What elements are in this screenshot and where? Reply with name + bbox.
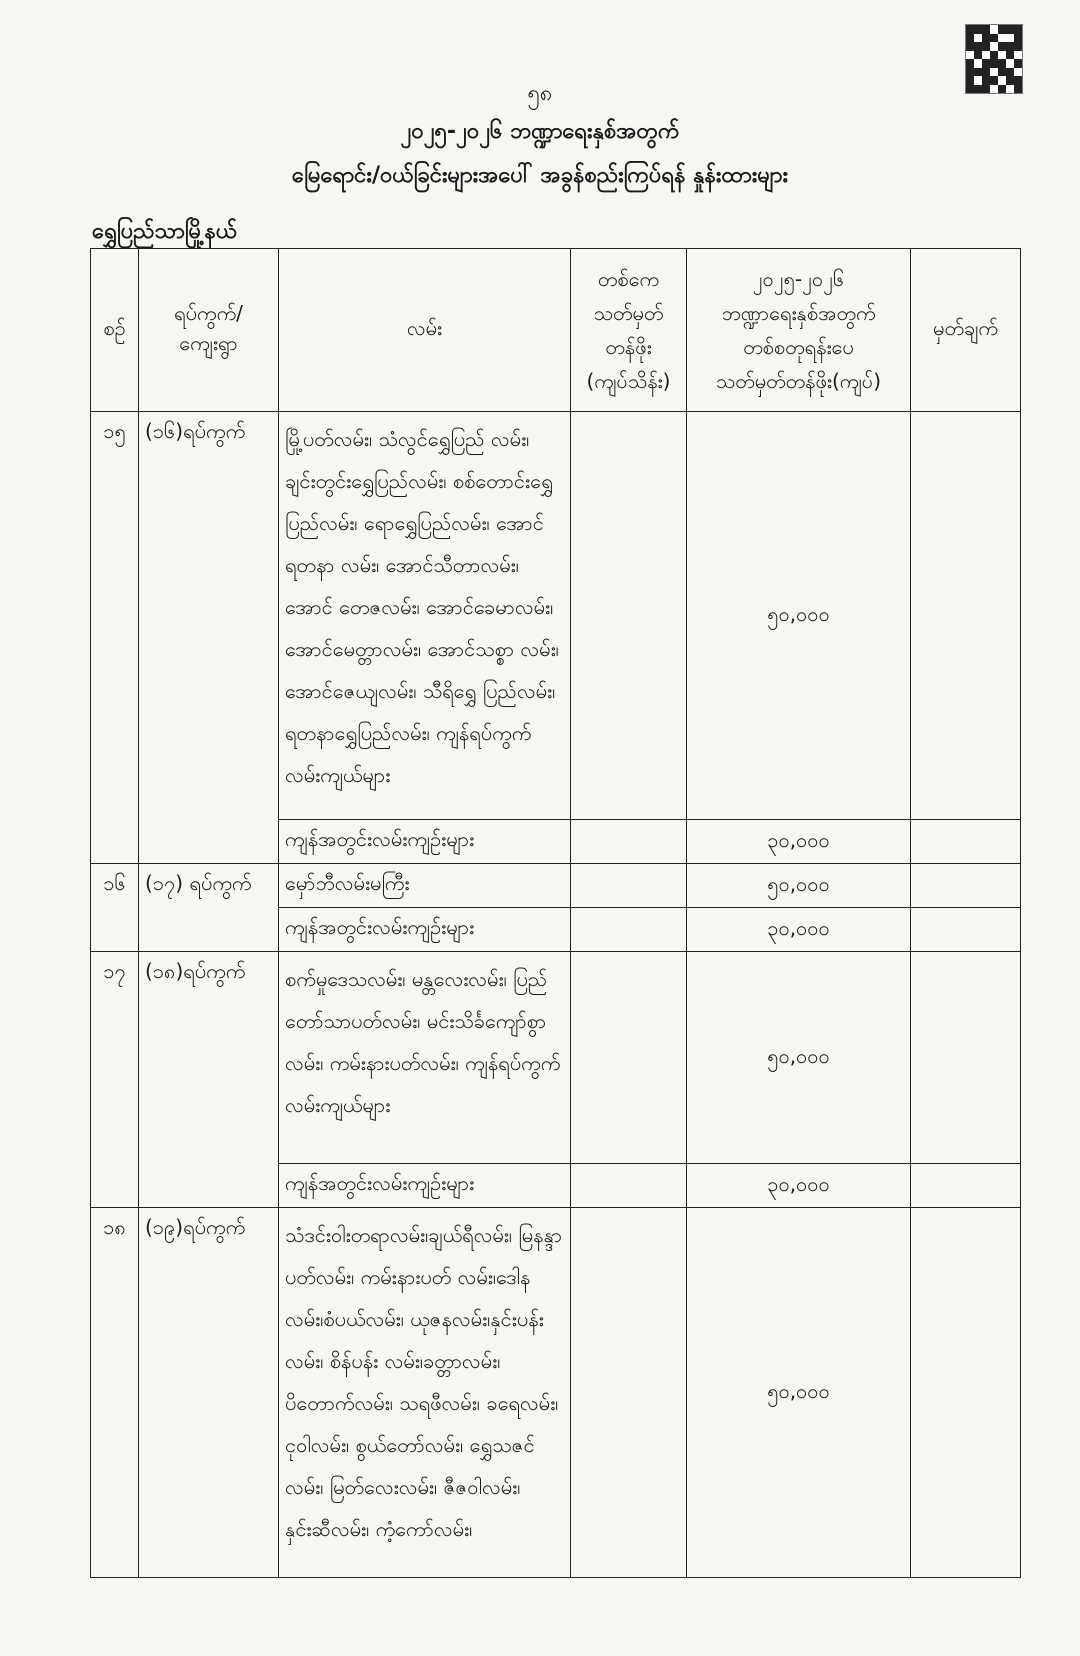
header-new-value-line: ဘဏ္ဍာရေးနှစ်အတွက် xyxy=(721,301,876,325)
row-inner-value: ၃၀,၀၀၀ xyxy=(687,1164,911,1208)
header-new-value xyxy=(687,249,911,412)
header-prev-value xyxy=(571,249,687,412)
row-main-streets: မြို့ပတ်လမ်း၊ သံလွင်ရွှေပြည် လမ်း၊ ချင်းတွင်းရွှေပြည်လမ်း၊ စစ်တောင်းရွှေပြည်လမ်း၊ ရောရွှေပြည်လမ်း၊ အောင်ရတနာ လမ်း၊ အောင်သီတာလမ်း၊ အောင် တေဇလမ်း၊ အောင်ခေမာလမ်း၊ အောင်မေတ္တာလမ်း၊ အောင်သစ္စာ လမ်း၊ အောင်ဇေယျလမ်း၊ သီရိရွှေ ပြည်လမ်း၊ရတနာရွှေပြည်လမ်း၊ ကျန်ရပ်ကွက်လမ်းကျယ်များ xyxy=(279,412,571,820)
header-new-value-line: သတ်မှတ်တန်ဖိုး(ကျပ်) xyxy=(715,369,882,393)
row-inner-streets: ကျန်အတွင်းလမ်းကျဉ်းများ xyxy=(279,1164,571,1208)
row-ward: (၁၆)ရပ်ကွက် xyxy=(139,412,279,864)
header-no: စဉ် xyxy=(91,249,139,412)
row-main-streets: မှော်ဘီလမ်းမကြီး xyxy=(279,864,571,908)
header-prev-value-line: တစ်ကေ xyxy=(597,267,660,291)
table-header-row xyxy=(91,249,1021,412)
row-no: ၁၆ xyxy=(91,864,139,952)
row-prev-value xyxy=(571,952,687,1164)
page-number: ၅၈ xyxy=(527,81,553,106)
row-remarks xyxy=(911,1164,1021,1208)
header-prev-value-line: တန်ဖိုး xyxy=(605,335,652,359)
title-line-1: ၂၀၂၅-၂၀၂၆ ဘဏ္ဍာရေးနှစ်အတွက် xyxy=(400,119,680,144)
row-main-value: ၅၀,၀၀၀ xyxy=(687,952,911,1164)
row-prev-value xyxy=(571,1208,687,1578)
row-no: ၁၅ xyxy=(91,412,139,864)
row-prev-value xyxy=(571,1164,687,1208)
header-prev-value-line: သတ်မှတ် xyxy=(593,301,664,325)
row-main-value: ၅၀,၀၀၀ xyxy=(687,1208,911,1578)
row-remarks xyxy=(911,908,1021,952)
table-row xyxy=(91,864,1021,908)
row-remarks xyxy=(911,1208,1021,1578)
row-inner-value: ၃၀,၀၀၀ xyxy=(687,820,911,864)
row-prev-value xyxy=(571,908,687,952)
header-street: လမ်း xyxy=(279,249,571,412)
row-ward: (၁၇) ရပ်ကွက် xyxy=(139,864,279,952)
row-inner-value: ၃၀,၀၀၀ xyxy=(687,908,911,952)
header-remarks: မှတ်ချက် xyxy=(911,249,1021,412)
table-row xyxy=(91,1208,1021,1578)
row-prev-value xyxy=(571,864,687,908)
header-new-value-line: တစ်စတုရန်းပေ xyxy=(743,335,854,359)
row-prev-value xyxy=(571,820,687,864)
land-rate-table xyxy=(90,248,1021,1578)
row-no: ၁၈ xyxy=(91,1208,139,1578)
row-ward: (၁၉)ရပ်ကွက် xyxy=(139,1208,279,1578)
row-remarks xyxy=(911,952,1021,1164)
header-ward: ရပ်ကွက်/ ကျေးရွာ xyxy=(139,249,279,412)
header-prev-value-line: (ကျပ်သိန်း) xyxy=(586,369,671,393)
row-inner-streets: ကျန်အတွင်းလမ်းကျဉ်းများ xyxy=(279,820,571,864)
row-main-value: ၅၀,၀၀၀ xyxy=(687,412,911,820)
township-title: ရွှေပြည်သာမြို့နယ် xyxy=(92,219,238,244)
row-prev-value xyxy=(571,412,687,820)
row-remarks xyxy=(911,864,1021,908)
row-main-streets: သံဒင်းဝါးတရာလမ်း၊ချယ်ရီလမ်း၊ မြနန္ဒာပတ်လမ်း၊ ကမ်းနားပတ် လမ်း၊ဒေါနလမ်း၊စံပယ်လမ်း၊ ယုဇနလမ်း၊နှင်းပန်းလမ်း၊ စိန်ပန်း လမ်း၊ခတ္တာလမ်း၊ပိတောက်လမ်း၊ သရဖီလမ်း၊ ခရေလမ်း၊ ငုဝါလမ်း၊ စွယ်တော်လမ်း၊ ရွှေသဇင်လမ်း၊ မြတ်လေးလမ်း၊ ဇီဇဝါလမ်း၊ နှင်းဆီလမ်း၊ ကံ့ကော်လမ်း၊ xyxy=(279,1208,571,1578)
row-remarks xyxy=(911,820,1021,864)
row-main-value: ၅၀,၀၀၀ xyxy=(687,864,911,908)
row-main-streets: စက်မှုဒေသလမ်း၊ မန္တလေးလမ်း၊ ပြည်တော်သာပတ်လမ်း၊ မင်းသိင်္ခကျော်စွာလမ်း၊ ကမ်းနားပတ်လမ်း၊ ကျန်ရပ်ကွက်လမ်းကျယ်များ xyxy=(279,952,571,1164)
table-row xyxy=(91,412,1021,820)
qr-code-icon xyxy=(965,24,1023,94)
table-row xyxy=(91,952,1021,1164)
title-line-2: မြေရောင်း/ဝယ်ခြင်းများအပေါ် အခွန်စည်းကြပ်ရန် နှုန်းထားများ xyxy=(291,163,789,188)
row-no: ၁၇ xyxy=(91,952,139,1208)
row-remarks xyxy=(911,412,1021,820)
header-new-value-line: ၂၀၂၅-၂၀၂၆ xyxy=(752,267,845,291)
row-ward: (၁၈)ရပ်ကွက် xyxy=(139,952,279,1208)
row-inner-streets: ကျန်အတွင်းလမ်းကျဉ်းများ xyxy=(279,908,571,952)
